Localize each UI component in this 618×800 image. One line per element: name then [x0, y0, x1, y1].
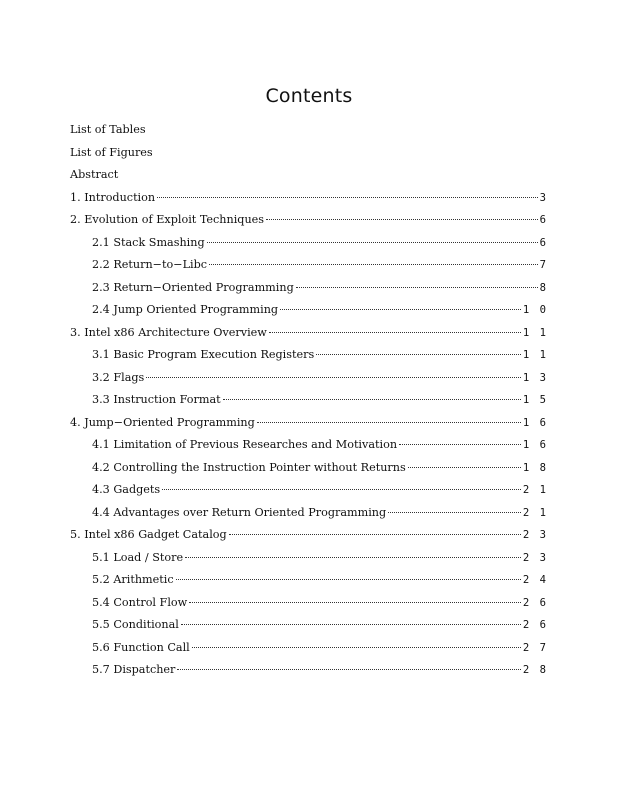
toc-section-entry[interactable] — [70, 592, 548, 615]
toc-page-number: 2 3 — [522, 529, 548, 541]
toc-page-number: 6 — [539, 214, 548, 226]
dot-leader — [207, 236, 538, 243]
toc-front-matter-label: Abstract — [70, 168, 119, 181]
dot-leader — [408, 461, 521, 468]
toc-front-matter-label: List of Tables — [70, 123, 146, 136]
toc-entry-label: 4.2 Controlling the Instruction Pointer without Returns — [92, 460, 406, 474]
dot-leader — [209, 258, 538, 265]
toc-page-number: 1 6 — [522, 439, 548, 451]
dot-leader — [176, 573, 521, 580]
toc-page-number: 2 4 — [522, 574, 548, 586]
toc-page-number: 2 3 — [522, 551, 548, 564]
dot-leader — [399, 438, 521, 445]
toc-entry-label: 2.4 Jump Oriented Programming — [92, 303, 279, 316]
toc-entry-label: 3.1 Basic Program Execution Registers — [92, 348, 315, 361]
toc-page-number: 2 7 — [522, 641, 548, 654]
dot-leader — [316, 348, 521, 355]
toc-page-number: 1 5 — [522, 394, 548, 406]
toc-section-entry[interactable] — [70, 547, 548, 570]
toc-entry-label: 5.5 Conditional — [92, 618, 179, 631]
dot-leader — [192, 641, 521, 648]
toc-front-matter-label: List of Figures — [70, 145, 153, 159]
toc-entry-label: 4.3 Gadgets — [92, 483, 161, 496]
toc-page-number: 1 8 — [522, 461, 548, 474]
toc-section-entry[interactable] — [70, 389, 548, 412]
toc-section-entry[interactable] — [70, 659, 548, 682]
toc-front-matter-item — [70, 164, 548, 187]
toc-page-number: 1 6 — [522, 416, 548, 429]
toc-entry-label: 5.7 Dispatcher — [92, 663, 176, 676]
toc-front-matter-item — [70, 142, 548, 165]
toc-section-entry[interactable] — [70, 614, 548, 637]
toc-page-number: 1 1 — [522, 326, 548, 339]
toc-page-number: 1 3 — [522, 371, 548, 384]
toc-entry-label: 2.1 Stack Smashing — [92, 235, 205, 249]
toc-chapter-entry[interactable] — [70, 524, 548, 547]
dot-leader — [266, 213, 538, 220]
dot-leader — [185, 551, 521, 558]
toc-section-entry[interactable] — [70, 569, 548, 592]
dot-leader — [189, 596, 521, 603]
toc-entry-label: 1. Introduction — [70, 190, 156, 204]
toc-entry-label: 4.4 Advantages over Return Oriented Programming — [92, 505, 387, 519]
toc-section-entry[interactable] — [70, 637, 548, 660]
toc-section-entry[interactable] — [70, 254, 548, 277]
toc-entry-label: 2. Evolution of Exploit Techniques — [70, 213, 265, 226]
dot-leader — [229, 528, 521, 535]
toc-page-number: 7 — [539, 259, 548, 271]
dot-leader — [181, 618, 521, 625]
dot-leader — [388, 506, 521, 513]
toc-page-number: 2 6 — [522, 596, 548, 609]
toc-page-number: 8 — [539, 281, 548, 294]
toc-page-number: 1 0 — [522, 304, 548, 316]
toc-entry-label: 5. Intel x86 Gadget Catalog — [70, 528, 227, 541]
toc-chapter-entry[interactable] — [70, 322, 548, 345]
toc-chapter-entry[interactable] — [70, 412, 548, 435]
dot-leader — [162, 483, 521, 490]
toc-front-matter-item — [70, 119, 548, 142]
toc-entry-label: 4. Jump−Oriented Programming — [70, 415, 255, 429]
toc-section-entry[interactable] — [70, 457, 548, 480]
toc-section-entry[interactable] — [70, 299, 548, 322]
toc-page-number: 2 6 — [522, 619, 548, 631]
toc-page-number: 2 1 — [522, 484, 548, 496]
toc-section-entry[interactable] — [70, 367, 548, 390]
toc-section-entry[interactable] — [70, 434, 548, 457]
dot-leader — [257, 416, 521, 423]
toc-page-number: 1 1 — [522, 349, 548, 361]
dot-leader — [177, 663, 520, 670]
toc-entry-label: 3.2 Flags — [92, 370, 145, 384]
toc-page-number: 2 1 — [522, 506, 548, 519]
dot-leader — [269, 326, 521, 333]
dot-leader — [223, 393, 521, 400]
toc-entry-label: 3.3 Instruction Format — [92, 393, 221, 406]
dot-leader — [146, 371, 521, 378]
toc-page-number: 2 8 — [522, 664, 548, 676]
toc-section-entry[interactable] — [70, 277, 548, 300]
toc-entry-label: 5.4 Control Flow — [92, 595, 188, 609]
toc-entry-label: 5.2 Arithmetic — [92, 573, 174, 586]
toc-section-entry[interactable] — [70, 232, 548, 255]
toc-page-number: 6 — [539, 236, 548, 249]
table-of-contents — [70, 119, 548, 682]
toc-page-number: 3 — [539, 191, 548, 204]
toc-entry-label: 3. Intel x86 Architecture Overview — [70, 325, 267, 339]
page-title: Contents — [265, 85, 353, 107]
toc-chapter-entry[interactable] — [70, 209, 548, 232]
toc-chapter-entry[interactable] — [70, 187, 548, 210]
toc-entry-label: 5.6 Function Call — [92, 640, 190, 654]
dot-leader — [280, 303, 521, 310]
dot-leader — [296, 281, 538, 288]
toc-entry-label: 4.1 Limitation of Previous Researches and Motivation — [92, 438, 398, 451]
toc-entry-label: 2.3 Return−Oriented Programming — [92, 280, 294, 294]
toc-section-entry[interactable] — [70, 479, 548, 502]
toc-section-entry[interactable] — [70, 502, 548, 525]
dot-leader — [157, 191, 538, 198]
toc-entry-label: 5.1 Load / Store — [92, 550, 184, 564]
toc-entry-label: 2.2 Return−to−Libc — [92, 258, 208, 271]
toc-section-entry[interactable] — [70, 344, 548, 367]
